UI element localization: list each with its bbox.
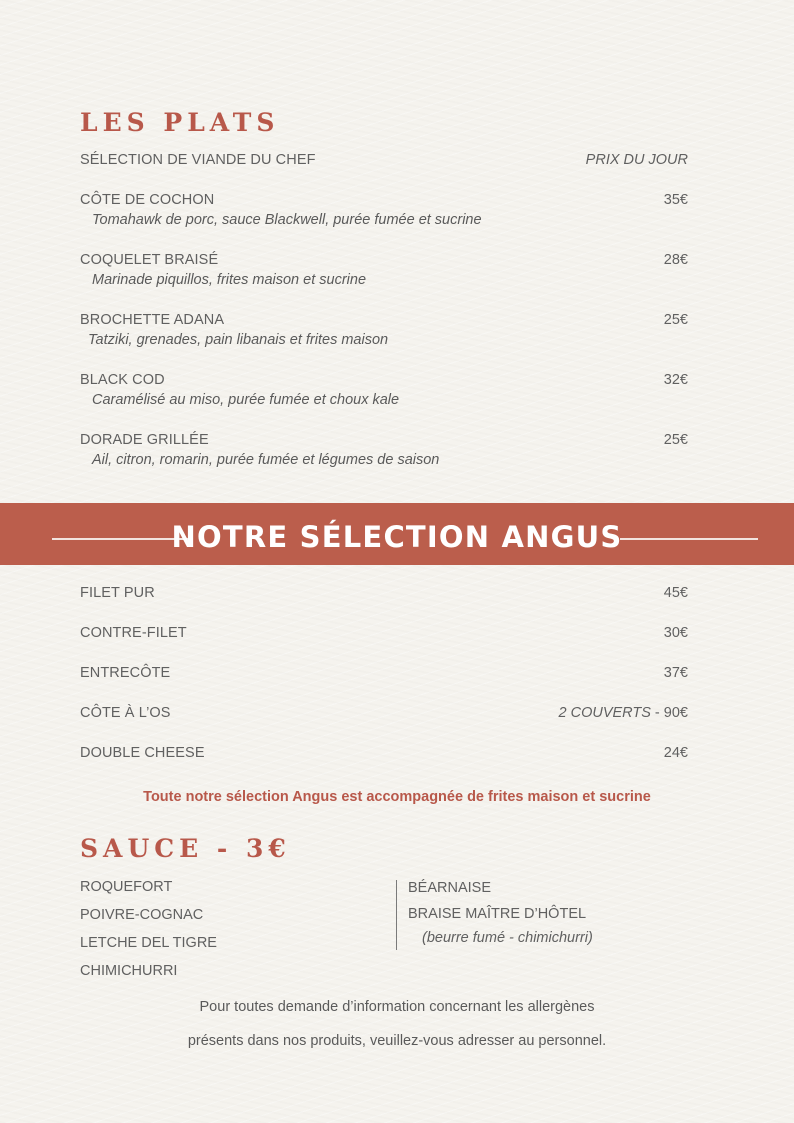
sauce-item: CHIMICHURRI xyxy=(80,963,178,979)
chef-selection-row xyxy=(80,152,688,172)
menu-item-price: 35€ xyxy=(663,192,688,208)
menu-item-price: 25€ xyxy=(663,312,688,328)
menu-item-name: BROCHETTE ADANA xyxy=(80,312,225,328)
sauce-item: POIVRE-COGNAC xyxy=(80,907,204,923)
angus-item-price-prefix: 2 COUVERTS xyxy=(558,705,651,721)
menu-item-description: Marinade piquillos, frites maison et sucrine xyxy=(92,272,367,288)
menu-item-name: COQUELET BRAISÉ xyxy=(80,252,219,268)
menu-item xyxy=(80,432,688,452)
menu-item-description: Ail, citron, romarin, purée fumée et légumes de saison xyxy=(92,452,440,468)
sauce-item-note: (beurre fumé - chimichurri) xyxy=(422,930,593,946)
menu-item-description: Tomahawk de porc, sauce Blackwell, purée fumée et sucrine xyxy=(92,212,482,228)
menu-item xyxy=(80,252,688,272)
angus-banner-title: NOTRE SÉLECTION ANGUS xyxy=(171,520,623,554)
angus-item-name: CONTRE-FILET xyxy=(80,625,187,641)
menu-item-description: Tatziki, grenades, pain libanais et frites maison xyxy=(88,332,389,348)
angus-item xyxy=(80,705,688,725)
angus-item xyxy=(80,745,688,765)
menu-item-price: 25€ xyxy=(663,432,688,448)
angus-item-price: 45€ xyxy=(663,585,688,601)
angus-item-price: 24€ xyxy=(663,745,688,761)
menu-item-name: CÔTE DE COCHON xyxy=(80,192,215,208)
angus-item-price: 30€ xyxy=(663,625,688,641)
angus-item-name: FILET PUR xyxy=(80,585,155,601)
menu-item-name: DORADE GRILLÉE xyxy=(80,432,209,448)
chef-selection-label: SÉLECTION DE VIANDE DU CHEF xyxy=(80,152,316,168)
angus-item-name: DOUBLE CHEESE xyxy=(80,745,205,761)
menu-item xyxy=(80,192,688,212)
menu-item-description: Caramélisé au miso, purée fumée et choux kale xyxy=(92,392,400,408)
angus-item-price: 37€ xyxy=(663,665,688,681)
menu-item-price: 28€ xyxy=(663,252,688,268)
sauce-item: ROQUEFORT xyxy=(80,879,173,895)
menu-item-name: BLACK COD xyxy=(80,372,165,388)
chef-selection-price: PRIX DU JOUR xyxy=(585,152,688,168)
angus-item-name: ENTRECÔTE xyxy=(80,665,171,681)
angus-item xyxy=(80,665,688,685)
menu-item-price: 32€ xyxy=(663,372,688,388)
menu-item xyxy=(80,312,688,332)
menu-item xyxy=(80,372,688,392)
plats-heading: LES PLATS xyxy=(80,108,280,137)
sauce-item: BÉARNAISE xyxy=(408,880,491,896)
angus-note: Toute notre sélection Angus est accompagnée de frites maison et sucrine xyxy=(143,789,651,805)
angus-item-price-group xyxy=(559,705,689,721)
angus-item-name: CÔTE À L’OS xyxy=(80,705,171,721)
angus-item-price: - 90€ xyxy=(650,705,688,721)
sauce-divider xyxy=(396,880,397,950)
sauce-item: LETCHE DEL TIGRE xyxy=(80,935,217,951)
angus-item xyxy=(80,585,688,605)
allergen-notice-line1: Pour toutes demande d’information concernant les allergènes xyxy=(199,999,595,1015)
sauce-heading: SAUCE - 3€ xyxy=(80,834,291,863)
angus-item xyxy=(80,625,688,645)
angus-banner xyxy=(0,503,794,565)
sauce-item: BRAISE MAÎTRE D’HÔTEL xyxy=(408,906,587,922)
allergen-notice-line2: présents dans nos produits, veuillez-vous adresser au personnel. xyxy=(187,1033,607,1049)
